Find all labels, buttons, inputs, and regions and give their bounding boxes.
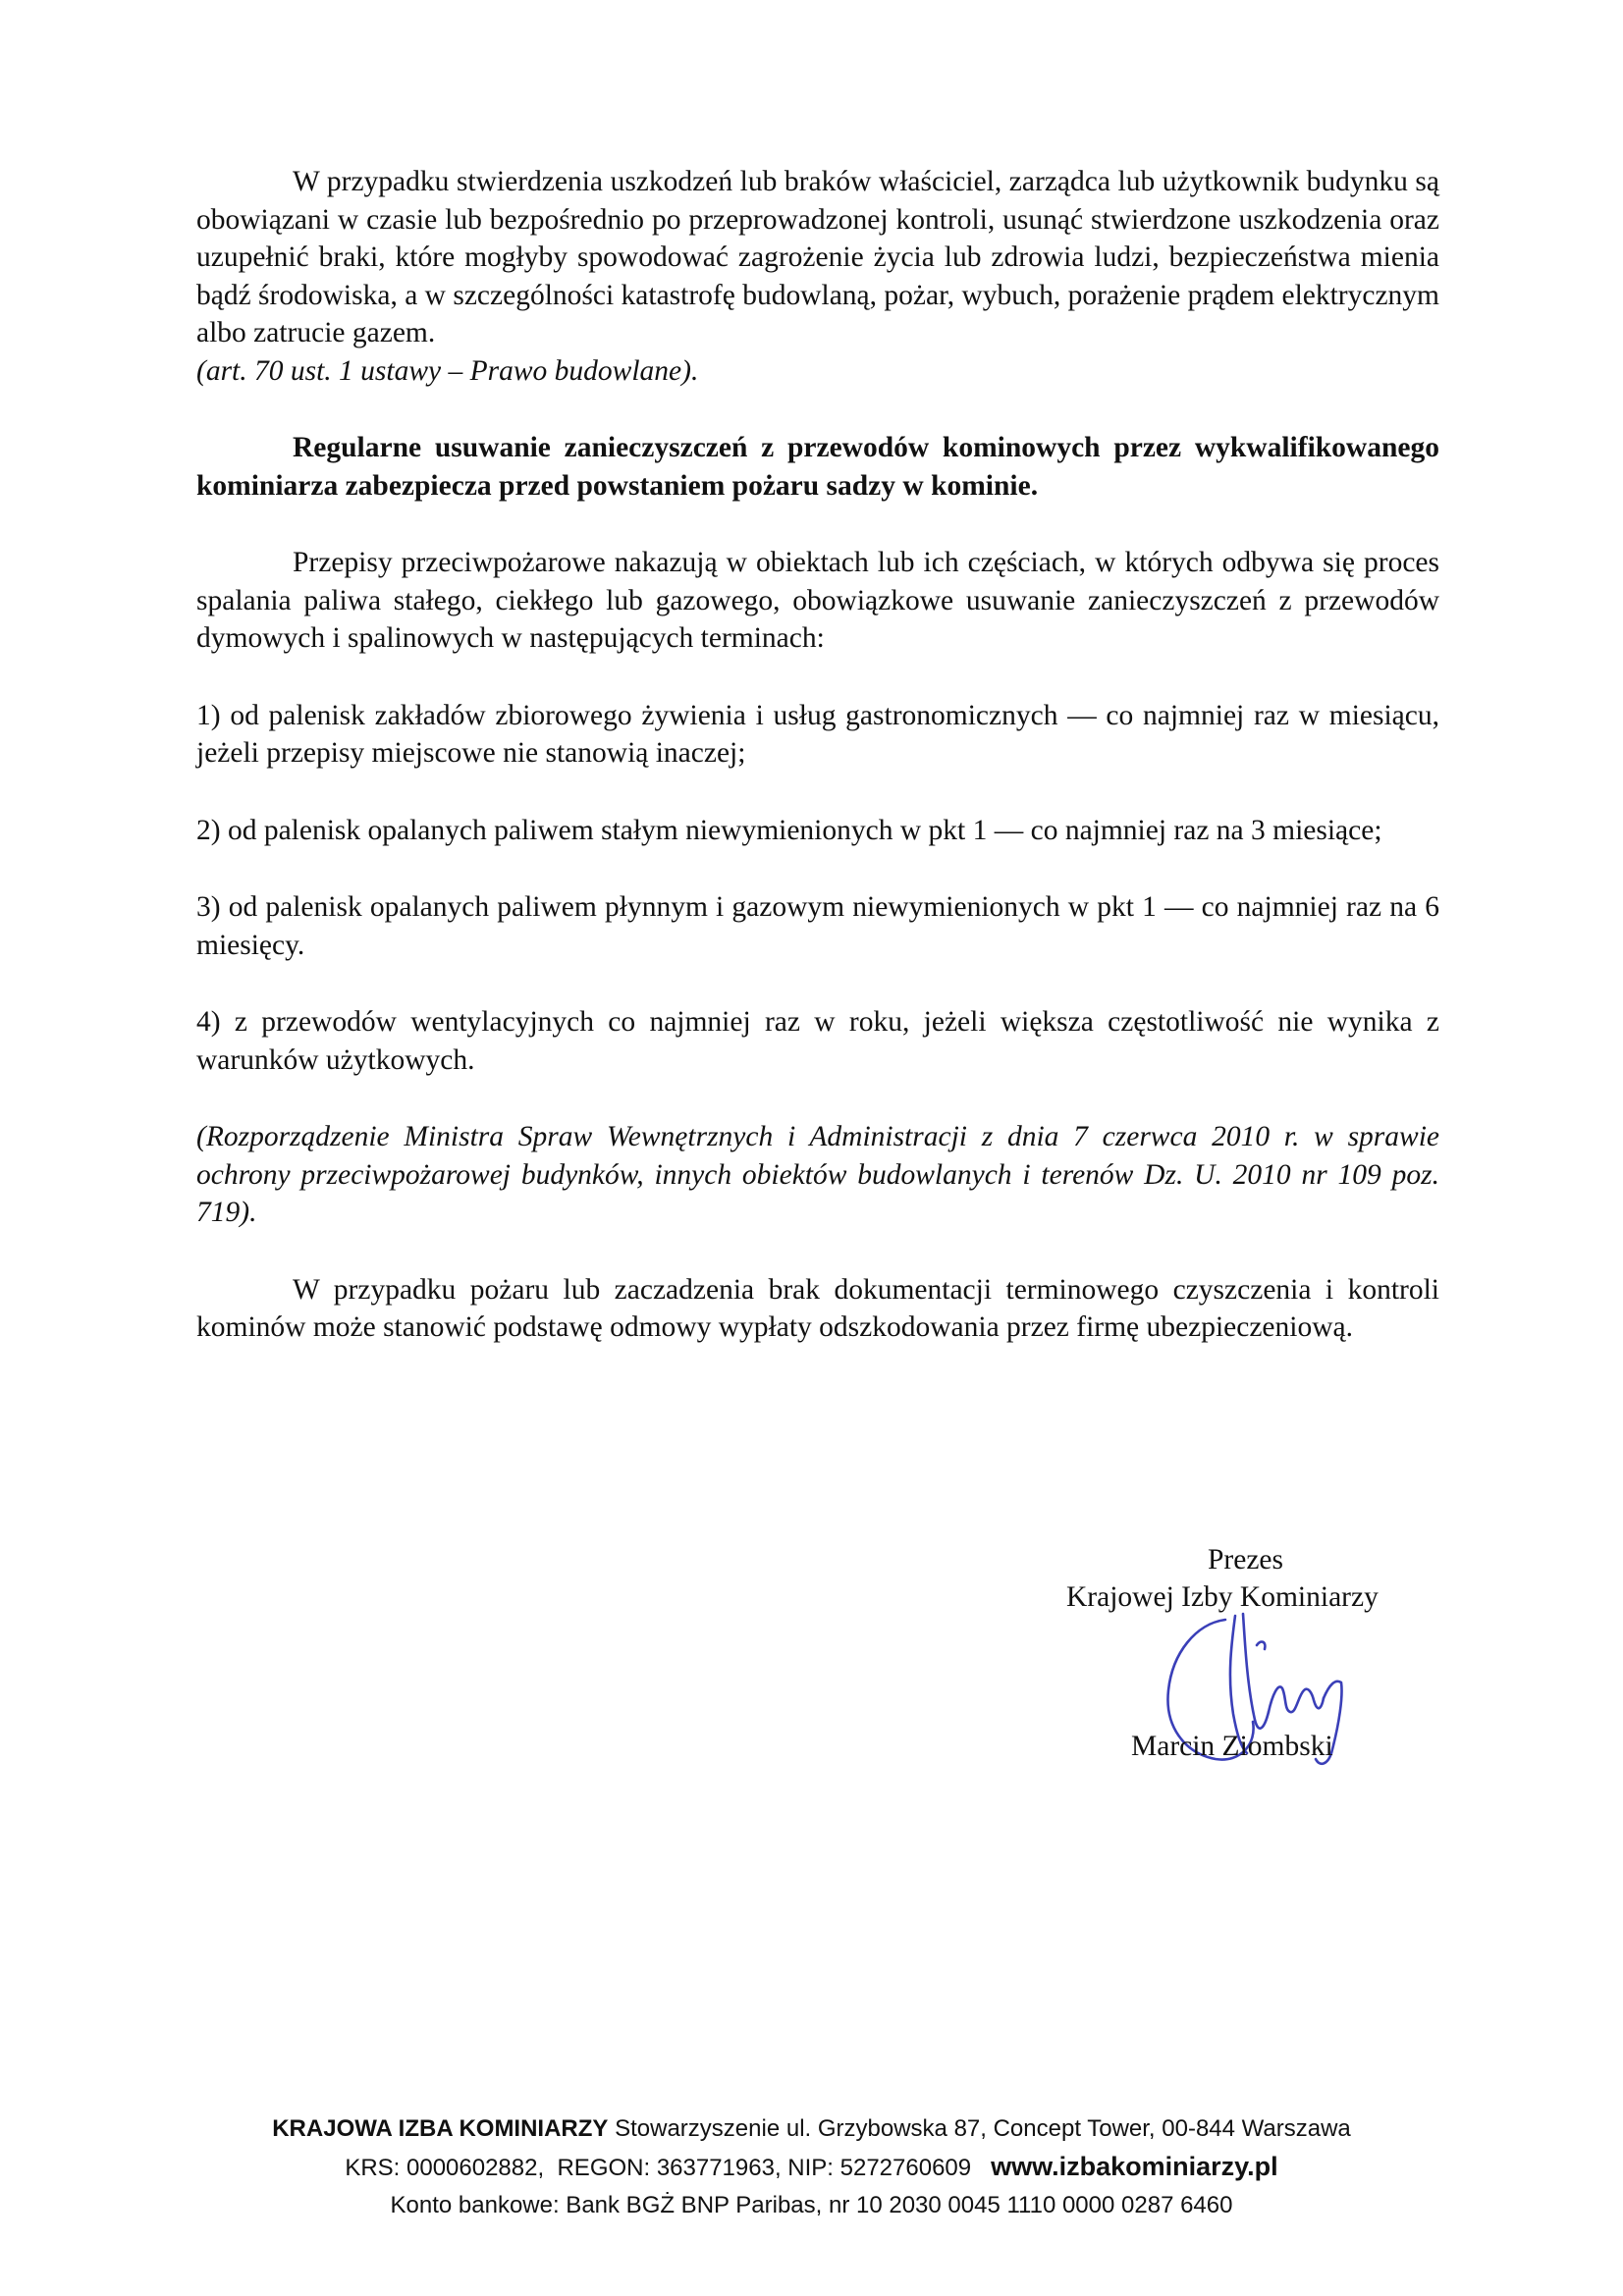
list-item-1: 1) od palenisk zakładów zbiorowego żywienia i usług gastronomicznych — co najmniej raz w miesiącu, jeżeli przepisy miejscowe nie stanowią inaczej; (196, 699, 1439, 769)
citation-building-law: (art. 70 ust. 1 ustawy – Prawo budowlane). (196, 354, 699, 387)
citation-regulation: (Rozporządzenie Ministra Spraw Wewnętrznych i Administracji z dnia 7 czerwca 2010 r. w sprawie ochrony przeciwpożarowej budynków, innych obiektów budowlanych i terenów Dz. U. 2010 nr 109 poz. 719). (196, 1121, 1439, 1228)
footer-website-link[interactable]: www.izbakominiarzy.pl (991, 2152, 1278, 2181)
document-body (196, 163, 1439, 1347)
footer-registry-line (0, 2148, 1623, 2187)
paragraph-insurance: W przypadku pożaru lub zaczadzenia brak dokumentacji terminowego czyszczenia i kontroli kominów może stanowić podstawę odmowy wypłaty odszkodowania przez firmę ubezpieczeniową. (196, 1273, 1439, 1343)
footer-registry: KRS: 0000602882, REGON: 363771963, NIP: 5272760609 (345, 2155, 992, 2181)
footer-bank-line: Konto bankowe: Bank BGŻ BNP Paribas, nr 10 2030 0045 1110 0000 0287 6460 (390, 2192, 1233, 2218)
footer-address: Stowarzyszenie ul. Grzybowska 87, Concept Tower, 00-844 Warszawa (608, 2115, 1351, 2142)
list-item-4: 4) z przewodów wentylacyjnych co najmniej raz w roku, jeżeli większa częstotliwość nie wynika z warunków użytkowych. (196, 1006, 1439, 1076)
signatory-organization: Krajowej Izby Kominiarzy (1066, 1581, 1379, 1613)
footer-address-line (0, 2110, 1623, 2148)
list-item-2: 2) od palenisk opalanych paliwem stałym niewymienionych w pkt 1 — co najmniej raz na 3 miesiące; (196, 814, 1382, 846)
signature-block (1041, 1541, 1434, 1796)
paragraph-regular-cleaning: Regularne usuwanie zanieczyszczeń z przewodów kominowych przez wykwalifikowanego kominiarza zabezpiecza przed powstaniem pożaru sadzy w kominie. (196, 432, 1439, 502)
list-item-3: 3) od palenisk opalanych paliwem płynnym i gazowym niewymienionych w pkt 1 — co najmniej raz na 6 miesięcy. (196, 891, 1439, 961)
signatory-name: Marcin Ziombski (1131, 1731, 1333, 1762)
paragraph-fire-regulations: Przepisy przeciwpożarowe nakazują w obiektach lub ich częściach, w których odbywa się proces spalania paliwa stałego, ciekłego lub gazowego, obowiązkowe usuwanie zanieczyszczeń z przewodów dymowych i spalinowych w następujących terminach: (196, 547, 1439, 654)
paragraph-owner-obligations: W przypadku stwierdzenia uszkodzeń lub braków właściciel, zarządca lub użytkownik budynku są obowiązani w czasie lub bezpośrednio po przeprowadzonej kontroli, usunąć stwierdzone uszkodzenia oraz uzupełnić braki, które mogłyby spowodować zagrożenie życia lub zdrowia ludzi, bezpieczeństwa mienia bądź środowiska, a w szczególności katastrofę budowlaną, pożar, wybuch, porażenie prądem elektrycznym albo zatrucie gazem. (196, 166, 1440, 348)
letterhead-footer (0, 2110, 1623, 2224)
footer-org-name: KRAJOWA IZBA KOMINIARZY (272, 2115, 609, 2142)
signatory-title: Prezes (1208, 1544, 1283, 1575)
